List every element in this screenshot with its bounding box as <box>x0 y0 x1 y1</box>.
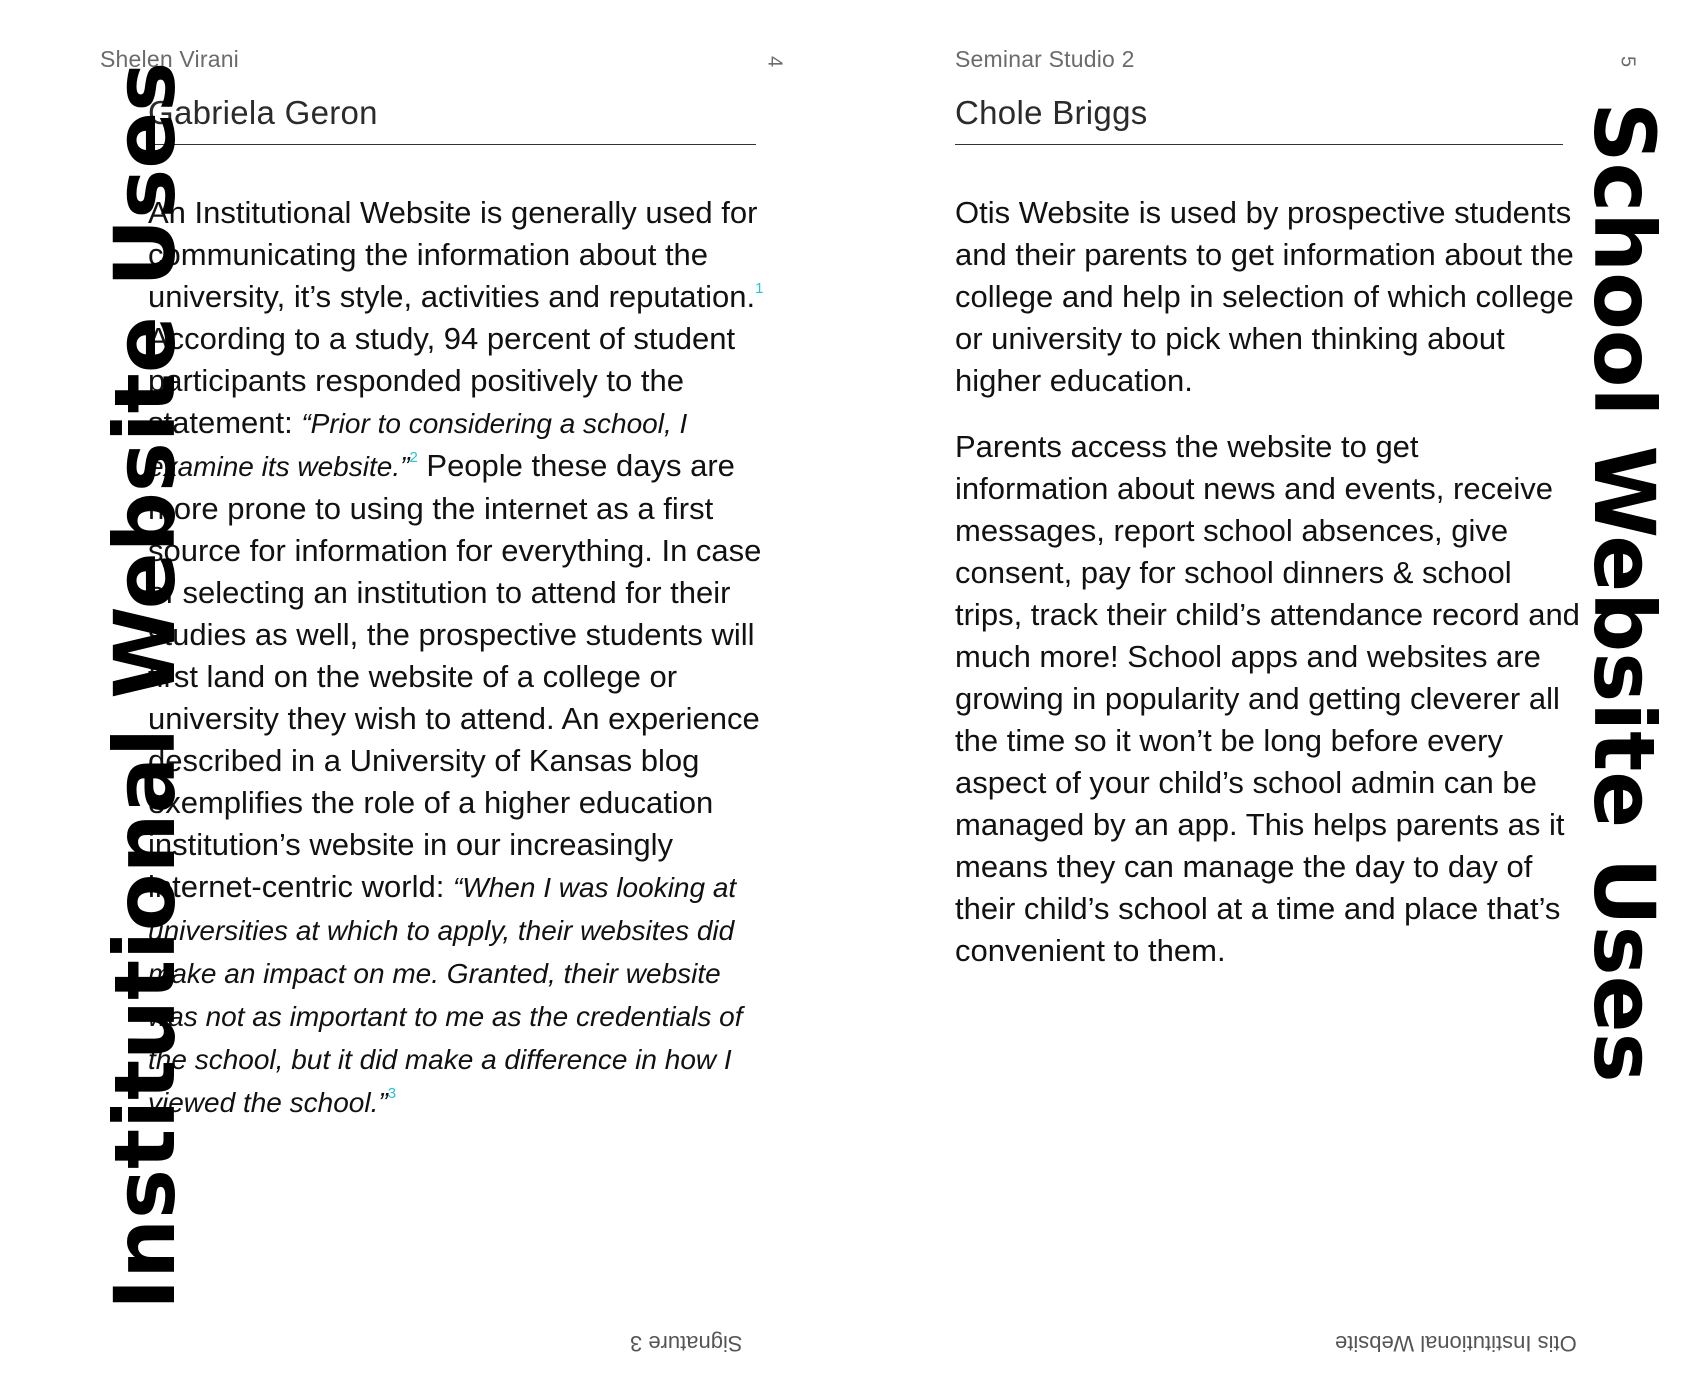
vertical-section-title: Institutional Website Uses <box>96 61 194 1310</box>
running-head: Seminar Studio 2 <box>955 46 1135 72</box>
body-paragraph <box>148 192 768 1124</box>
quotation: “Prior to considering a school, I examine its website.” <box>148 408 688 482</box>
body-paragraph: Otis Website is used by prospective students and their parents to get information about the college and help in selection of which college or university to pick when thinking about higher education. <box>955 195 1574 398</box>
body-text <box>148 192 768 1148</box>
text-run: People these days are more prone to using the internet as a first source for information for everything. In case of selecting an institution to attend for their studies as well, the prospective students will first land on the website of a college or university they wish to attend. An experience described in a University of Kansas blog exemplifies the role of a higher education institution’s website in our increasingly internet-centric world: <box>148 448 762 904</box>
footnote-marker: 3 <box>387 1085 397 1102</box>
author-name: Gabriela Geron <box>148 94 378 131</box>
right-page <box>850 0 1700 1400</box>
page-footer: Otis Institutional Website <box>1335 1331 1577 1356</box>
footnote-marker: 1 <box>755 280 764 297</box>
text-run: According to a study, 94 percent of student participants responded positively to the statement: <box>148 321 736 440</box>
author-name: Chole Briggs <box>955 94 1148 131</box>
running-head: Shelen Virani <box>100 46 239 72</box>
heading-rule <box>955 144 1563 145</box>
page-footer: Signature 3 <box>630 1331 743 1356</box>
footnote-marker: 2 <box>409 449 418 466</box>
text-run: An Institutional Website is generally used for communicating the information about the university, it’s style, activities and reputation. <box>148 195 758 314</box>
quotation: “When I was looking at universities at which to apply, their websites did make an impact on me. Granted, their website was not as important to me as the credentials of the school, but it did make a difference in how I viewed the school.” <box>148 872 743 1118</box>
page-number: 5 <box>1616 55 1639 68</box>
vertical-section-title: School Website Uses <box>1575 102 1673 1083</box>
heading-rule <box>148 144 756 145</box>
body-text <box>955 192 1580 996</box>
body-paragraph: Parents access the website to get information about news and events, receive messages, report school absences, give consent, pay for school dinners & school trips, track their child’s attendance record and much more! School apps and websites are growing in popularity and getting cleverer all the time so it won’t be long before every aspect of your child’s school admin can be managed by an app. This helps parents as it means they can manage the day to day of their child’s school at a time and place that’s convenient to them. <box>955 429 1580 968</box>
page-number: 4 <box>763 55 786 68</box>
